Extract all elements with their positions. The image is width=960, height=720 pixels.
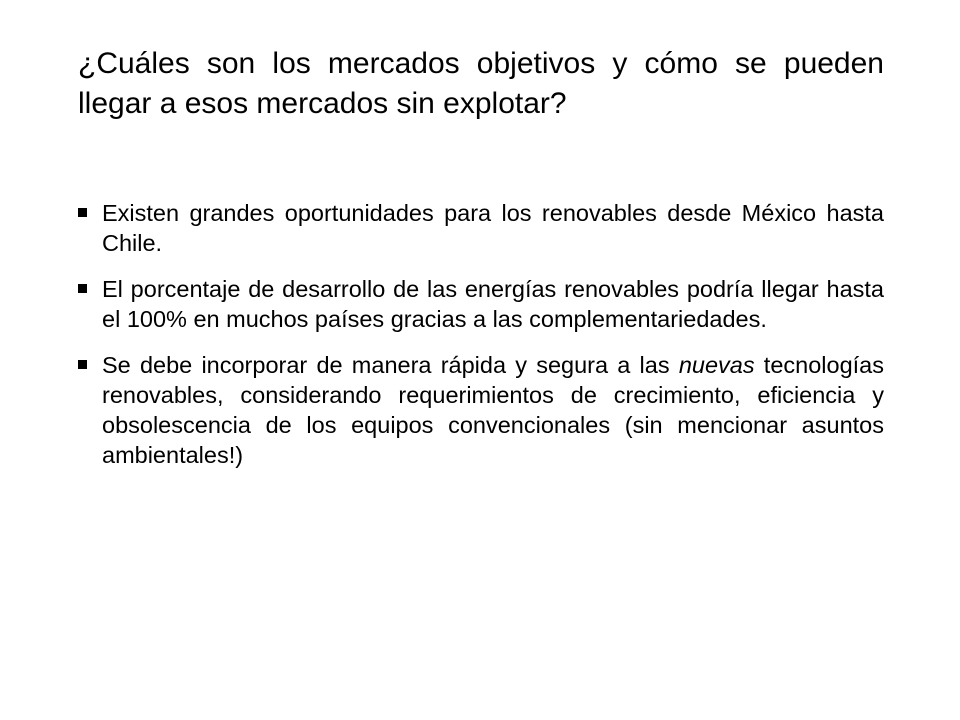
bullet-item (78, 274, 884, 334)
bullet-text: Existen grandes oportunidades para los renovables desde México hasta Chile. (102, 200, 884, 256)
bullet-text-start: Se debe incorporar de manera rápida y segura a las (102, 352, 679, 378)
bullet-item (78, 350, 884, 470)
square-bullet-icon (78, 284, 87, 293)
bullet-text-end: tecnologías renovables, considerando requerimientos de crecimiento, eficiencia y obsolescencia de los equipos convencionales (sin mencionar asuntos ambientales!) (102, 352, 885, 468)
bullet-text: El porcentaje de desarrollo de las energías renovables podría llegar hasta el 100% en muchos países gracias a las complementariedades. (102, 276, 884, 332)
square-bullet-icon (78, 208, 87, 217)
bullet-text (102, 352, 884, 468)
bullet-list (78, 198, 884, 486)
bullet-emphasis: nuevas (678, 352, 755, 378)
bullet-item (78, 198, 884, 258)
square-bullet-icon (78, 360, 87, 369)
slide-title: ¿Cuáles son los mercados objetivos y cómo se pueden llegar a esos mercados sin explotar? (78, 47, 884, 120)
